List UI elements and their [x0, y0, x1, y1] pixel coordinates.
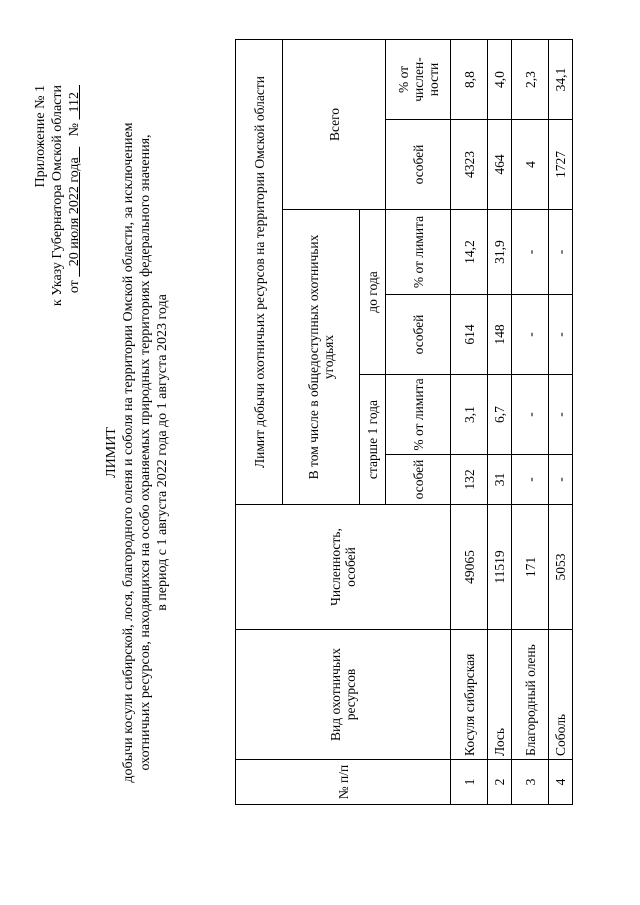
table-row — [549, 39, 573, 804]
header-younger-individuals: особей — [386, 295, 451, 375]
cell-species: Косуля сибирская — [451, 630, 488, 760]
table-row — [451, 39, 488, 804]
cell-population: 171 — [512, 505, 549, 630]
cell-num: 2 — [488, 760, 512, 805]
cell-population: 5053 — [549, 505, 573, 630]
cell-younger-pct: 31,9 — [488, 210, 512, 295]
table-row — [512, 39, 549, 804]
cell-species: Соболь — [549, 630, 573, 760]
title-line-1: добычи косули сибирской, лося, благородного оленя и соболя на территории Омской области, за исключением — [121, 122, 136, 783]
cell-older-individuals: 31 — [488, 455, 512, 505]
cell-younger-pct: - — [549, 210, 573, 295]
from-label: от — [67, 280, 82, 294]
appendix-line-2: к Указу Губернатора Омской области — [50, 85, 65, 307]
cell-total-individuals: 464 — [488, 120, 512, 210]
appendix-header — [32, 85, 83, 465]
cell-species: Лось — [488, 630, 512, 760]
cell-population: 49065 — [451, 505, 488, 630]
cell-younger-individuals: - — [512, 295, 549, 375]
document-title — [103, 60, 171, 845]
cell-older-individuals: - — [549, 455, 573, 505]
number-label: № — [67, 122, 82, 137]
cell-population: 11519 — [488, 505, 512, 630]
header-older-individuals: особей — [386, 455, 451, 505]
appendix-date-line — [66, 85, 83, 465]
header-total-individuals: особей — [386, 120, 451, 210]
cell-total-pct: 34,1 — [549, 39, 573, 119]
header-num: № п/п — [236, 760, 451, 805]
header-species: Вид охотничьих ресурсов — [236, 630, 451, 760]
cell-species: Благородный олень — [512, 630, 549, 760]
cell-num: 4 — [549, 760, 573, 805]
cell-num: 1 — [451, 760, 488, 805]
header-total-pct: % от числен-ности — [386, 39, 451, 119]
table-row — [488, 39, 512, 804]
cell-older-pct: 3,1 — [451, 375, 488, 455]
header-public-lands: В том числе в общедоступных охотничьих угодьях — [283, 210, 360, 505]
decree-number: 112 — [67, 92, 82, 113]
cell-younger-individuals: 148 — [488, 295, 512, 375]
cell-total-individuals: 4 — [512, 120, 549, 210]
header-population: Численность, особей — [236, 505, 451, 630]
cell-total-individuals: 4323 — [451, 120, 488, 210]
header-older-pct: % от лимита — [386, 375, 451, 455]
header-older: старше 1 года — [360, 375, 386, 505]
header-limit-group: Лимит добычи охотничьих ресурсов на территории Омской области — [236, 39, 283, 504]
cell-total-pct: 4,0 — [488, 39, 512, 119]
header-younger-pct: % от лимита — [386, 210, 451, 295]
cell-total-pct: 2,3 — [512, 39, 549, 119]
cell-total-individuals: 1727 — [549, 120, 573, 210]
cell-older-pct: - — [512, 375, 549, 455]
cell-younger-pct: - — [512, 210, 549, 295]
header-total: Всего — [283, 39, 386, 209]
title-heading: ЛИМИТ — [104, 427, 119, 478]
cell-total-pct: 8,8 — [451, 39, 488, 119]
cell-num: 3 — [512, 760, 549, 805]
cell-older-individuals: - — [512, 455, 549, 505]
cell-older-pct: - — [549, 375, 573, 455]
cell-younger-individuals: 614 — [451, 295, 488, 375]
title-line-3: в период с 1 августа 2022 года до 1 августа 2023 года — [155, 294, 170, 611]
cell-younger-pct: 14,2 — [451, 210, 488, 295]
cell-older-pct: 6,7 — [488, 375, 512, 455]
limits-table — [235, 39, 573, 805]
header-younger: до года — [360, 210, 386, 375]
cell-younger-individuals: - — [549, 295, 573, 375]
cell-older-individuals: 132 — [451, 455, 488, 505]
title-line-2: охотничьих ресурсов, находящихся на особо охраняемых природных территориях федерального значения, — [138, 134, 153, 771]
decree-date: 20 июля 2022 года — [67, 157, 82, 267]
appendix-line-1: Приложение № 1 — [33, 85, 48, 188]
